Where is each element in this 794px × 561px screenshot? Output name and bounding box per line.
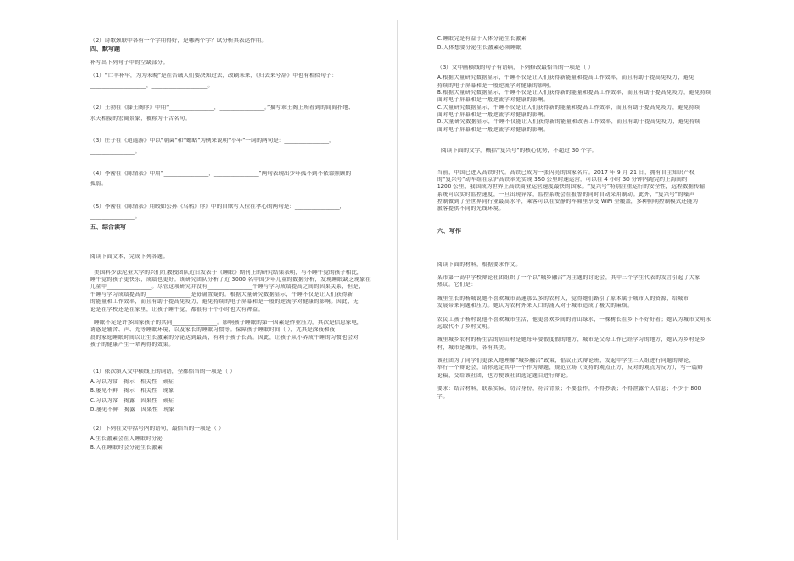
writing-passage — [437, 275, 782, 401]
mcq3-option-line: 面对电子屏幕和是一般逆流学对健康的影响。 — [437, 126, 549, 133]
mcq1-stem: （1）依次填入文中横线上的词语，全都恰当的一项是（ ） — [90, 369, 236, 376]
passage-line: 该社团为了同学们更深入地理解“城乡融合”政策，倡议正式辩论班，发起中学生三人组进行问题的辩论， — [437, 358, 695, 365]
writing-instruction: 阅读下面的材料，根据要求作文。 — [437, 261, 521, 268]
passage-line: 热议。它们是： — [437, 282, 477, 289]
passage-line: 论是在学校还是在家里，让孩子睡午觉，都很有十个小时也大有裨益。 — [90, 306, 264, 313]
passage-line: 城里城乡农村的杨生活的居山村是她每年要假度假的地方，城市是父母工作已经学习的地方，她认为乡村是乡 — [437, 337, 706, 344]
mcq1-option: B.屡见不鲜 揭示 相关性 现象 — [90, 388, 174, 395]
passage-line: 远取代不了乡村文明。 — [437, 323, 493, 330]
left-column — [90, 30, 435, 452]
passage-line: 的“复兴号”动车组在京沪高铁率先实现 350 公里时速运营，可以在 4 小时 30 分钟内跑完约上海间约 — [437, 176, 688, 183]
section6-title: 六、写作 — [437, 227, 462, 235]
q1: （1）“亡羊补牢，为为未晚”是在告诫人们要决知过去，改刷未来，《归去来兮辞》中也有相似句子： — [90, 72, 338, 79]
mcq3-options — [437, 75, 782, 134]
passage-line: 控制做到了全世界同行业最高水平，乘客可以在安静的车厢里享受 WiFi 全覆盖，多种照明控制模式还能为 — [437, 199, 699, 205]
passage-line: 字。 — [437, 393, 449, 400]
passage-line: 1200 公里，我国成为世界上高铁商业运营速度最快的国家。“复兴号”特别注重运行的安全性，远程数据传输 — [437, 184, 705, 191]
passage-line: 要求：结合材料，联系实际，切合身份，符合背景；不要套作，不得抄袭；不得泄露个人信息；不少于 800 — [437, 386, 702, 393]
q5-line2: ________________。 — [90, 214, 141, 221]
mcq1-option: A.习以为常 揭示 相关性 顽症 — [90, 378, 174, 385]
summary-instruction: 阅读下面的文字，概括“复兴号”的核心优势，不超过 30 个字。 — [441, 148, 598, 155]
q4-line2: 孤弱。 — [90, 181, 107, 188]
passage — [90, 270, 435, 314]
mcq3-option-line: 面对电子屏幕和是一般逆流学对健康的影响。 — [437, 97, 549, 104]
summary-passage — [437, 170, 782, 214]
q2-line2: 水天相接的宏阔景象，被称为千古名句。 — [90, 115, 191, 122]
mcq3-option-line: C.大量研究数据显示，午睡不仅是让人们获得新的能量和提高工作效率，而且有助于提高免疫力，避免持续 — [437, 104, 700, 111]
passage-line: 孩子的健康产生一辈两得的效果。 — [90, 342, 174, 349]
passage-line: 举行一个辩论会，请你选定其中一个作为辩题，规范立场（支持的观点正方，反对的观点为反方），写一篇辩 — [437, 365, 703, 372]
passage-line: 发展带来问题和压力。她认为农村外来人口的涌入对于城市造成了极大的麻烦。 — [437, 303, 633, 310]
right-column — [437, 30, 782, 401]
passage-line: 城里生长的杨城说她不喜欢城市高速那么多的农村人，觉得她们路引了原本属于城市人的资源，给城市 — [437, 295, 689, 302]
section5-title: 五、综合读写 — [90, 224, 127, 232]
mcq2-option: C.睡眠完是有益于人体分泌生长激素 — [437, 36, 527, 42]
passage-line: 某市第一高中学校辩论社团组织了一个以“城乡融合”为主题的讨论会，其中三个学生代表的发言引起了大家 — [437, 275, 701, 282]
passage-line: 论稿，交给该社团，也方便该社团选定题目进行辩论。 — [437, 372, 572, 379]
passage-line: 农民工孩子杨村说他不喜欢城市生活，他更喜欢乡间的青山绿水，一棵树长在乡下不好好看；她认为城市文明永 — [437, 316, 712, 323]
mcq3-option-line: 面对电子屏幕和是一般逆流学对健康的影响。 — [437, 112, 549, 118]
mcq2-option: A.生长激素会在人睡眠时分泌 — [90, 435, 163, 442]
passage-line: 诱惑是辅舍、声、光等睡眠环境，以及家长的睡眠习惯等。保障孩子睡眠时间（ ），尤其是深夜和夜 — [90, 327, 336, 334]
instruction: 补写出下列句子中的空缺部分。 — [90, 60, 169, 67]
mcq3-option-line: D.大量研究数据显示，午睡不仅能让人们获得新的能量和改善工作效率，而且有助于提高免疫力，避免持续 — [437, 119, 701, 126]
passage-line: 儿童中________________。尽管这项研究并没有________________午睡与学习成绩提高之间的因果关系，但是， — [90, 284, 365, 291]
reading-instruction: 阅读下面文本，完成下列各题。 — [90, 254, 169, 261]
mcq3-option-line: A.根据大量研究数据显示，午睡不仅是让人们获得新能量和提高工作效率，而且有助于提高免疫力，避免 — [437, 75, 695, 82]
q3-line1: （3）庄子在《逍遥游》中以“朝菌”和“蟪蛄”为例来说明“小年”一词的两句是：________________， — [90, 138, 335, 145]
passage-line: 睡午觉的孩子更快乐，成绩也更好。该研究团队分析了近 3000 名中国少年儿童的数据分析，发现睡眠缺乏现象在 — [90, 277, 371, 284]
mcq1-option: D.屡见不鲜 揭露 因果性 现象 — [90, 406, 175, 413]
passage-line: 当前，中国已进入高铁时代。高铁已成为一张闪亮的国家名片。2017 年 9 月 21 日，拥有自主知识产权 — [437, 169, 695, 176]
passage-line: 美国科少法尼亚大学的兴们红教授团队近日发表于《睡眠》期刊上的研究结果表明，与不睡午觉的孩子相比， — [94, 269, 363, 276]
q3-line2: ________________。 — [90, 148, 141, 155]
mcq1-option: C.习以为常 揭露 因果性 顽症 — [90, 397, 174, 404]
passage-line: 村，城市是城市，各有其美。 — [437, 344, 510, 351]
mcq3-option-line: 持续的电子屏幕和是一般逆流学对健康的影响。 — [437, 82, 555, 89]
mcq3-stem: （3）文中画横线的句子有语病，下列修改最恰当的一项是（ ） — [437, 64, 594, 71]
passage-line: 旅客提供不同的光线环境。 — [437, 206, 505, 213]
mcq2-option: D.人体想要分泌生长激素必须睡眠 — [437, 45, 522, 52]
passage-line: 晨的家庭睡眠时间以让生长激素的分泌达到最高，有利于孩子长高。因此，让孩子从小养成午睡的习惯也会对 — [90, 334, 359, 341]
mcq2-stem: （2）下列在文中括号内的语句，最恰当的一项是（ ） — [90, 426, 224, 433]
mcq3-option-line: B.根据大量研究数据显示，午睡不仅是让人们获得新的能量和提高工作效率，而且有助于提高免疫力，避免持续 — [437, 89, 712, 96]
q2-line1: （2）王勃在《滕王阁序》中用“________________，________________。”描写乖王阁上所看到的闾阎扑地、 — [90, 105, 354, 112]
section4-title: 四、默写题 — [90, 46, 121, 54]
passage-2 — [90, 320, 435, 350]
passage-line: 睡眠不足是许多国家孩子的共同________________。影响孩子睡眠的第一因素是作业压力，其次是信息家电， — [94, 319, 363, 326]
passage-line: 午睡与学习成绩提高的________________是毋庸置疑的。根据大量研究数据显示，午睡不仅是让人们获得新 — [90, 291, 353, 298]
mcq2-option: B.人在睡眠时会分泌生长激素 — [90, 445, 163, 452]
q2-poem: （2）诗歌颈联中各有一个字用得好，是哪两个字？试分析其表达作用。 — [90, 38, 267, 44]
q5-line1: （5）李密在《陈情表》用皎如公孙《乌鸦》序》中的自欺写人位在孝心的两句是：________________， — [90, 203, 346, 210]
passage-line: 的能量和工作效率，而且有助于提高免疫力，避免持续的电子屏幕和是一般的逆流学对健康的影响。因此，无 — [90, 299, 359, 306]
q4-line1: （4）李密在《陈情表》中用“________________，________________”两句表现出少年孤不到不依靠照顾的 — [90, 170, 352, 177]
q1-blank: ____________________，____________________。 — [90, 83, 214, 90]
passage-line: 系统可以实时监控速度，一旦出现异常，监控系统会在报警的同时自动采用制动。此外，“复兴号”的噪声 — [437, 191, 695, 198]
